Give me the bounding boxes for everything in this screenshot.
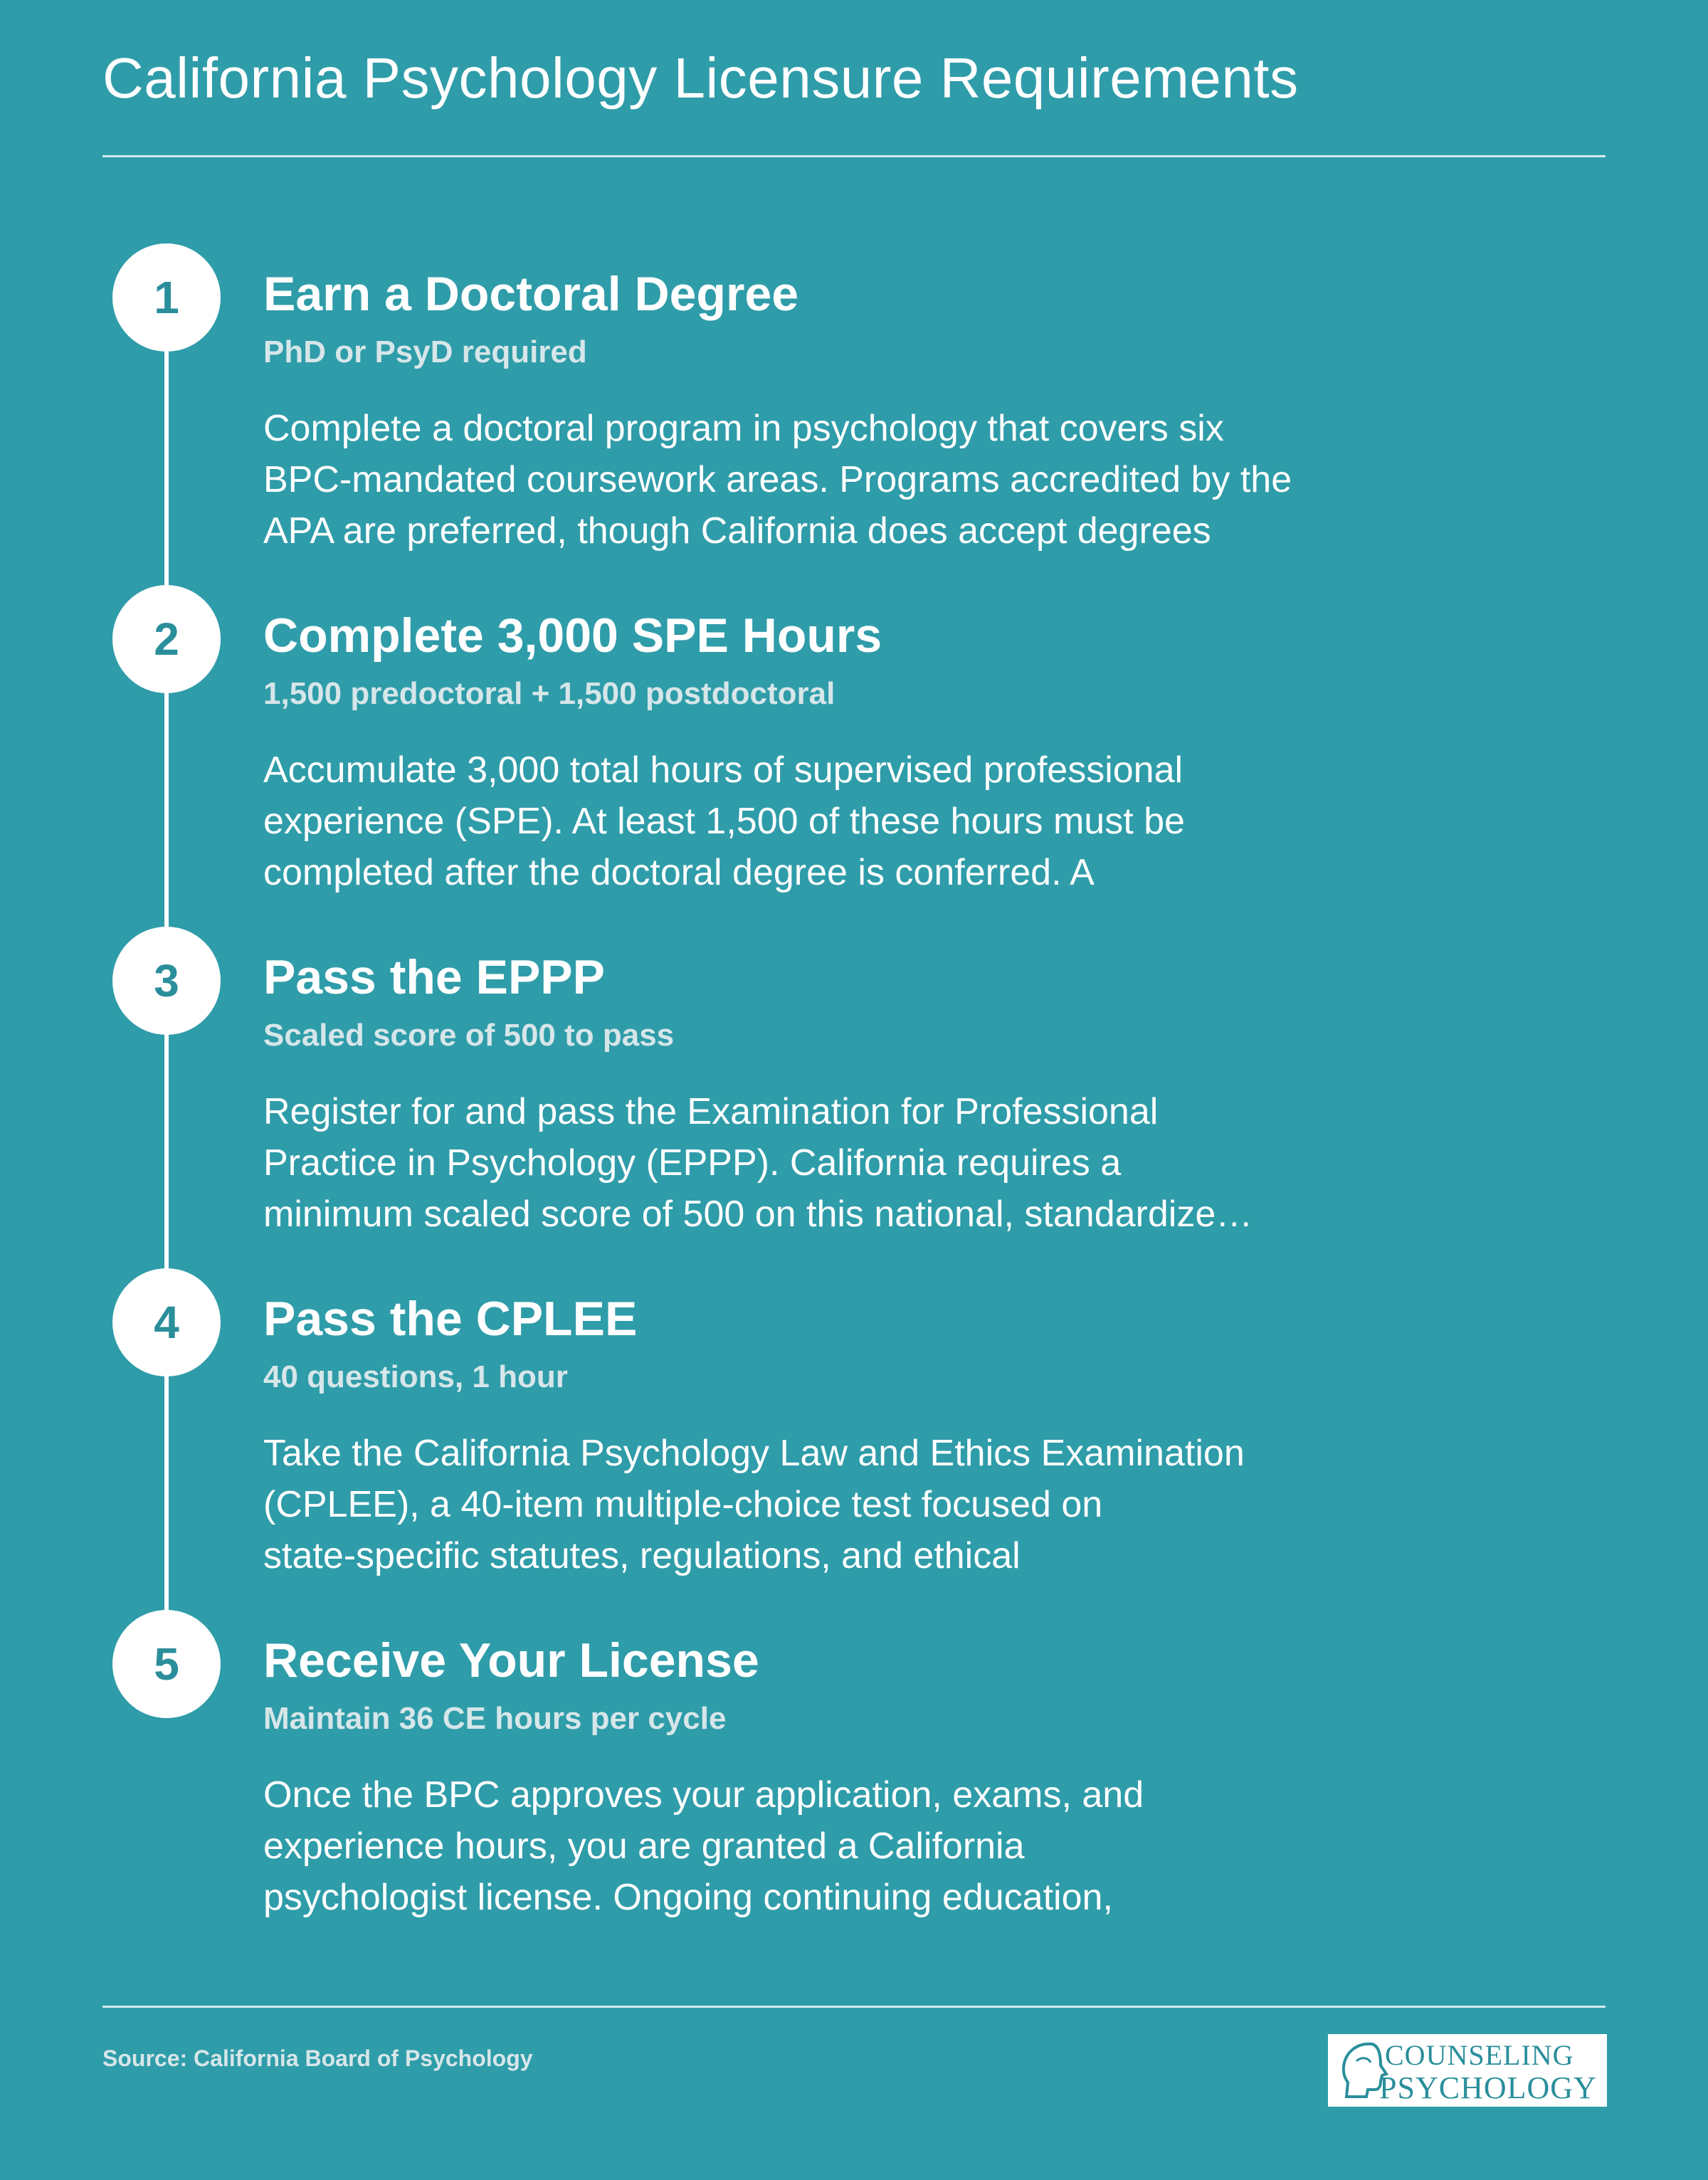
page-title: California Psychology Licensure Requirements (102, 46, 1299, 110)
footer-divider (102, 2006, 1606, 2008)
step-description-line: (CPLEE), a 40-item multiple-choice test focused on (263, 1484, 1103, 1525)
step-description-line: Practice in Psychology (EPPP). California requires a (263, 1142, 1122, 1184)
step-number-badge: 1 (112, 243, 221, 352)
logo-text-line1: COUNSELING (1385, 2039, 1574, 2071)
step-description-line: Complete a doctoral program in psychology that covers six (263, 408, 1224, 449)
header-divider (102, 155, 1606, 157)
step-description-line: BPC-mandated coursework areas. Programs accredited by the (263, 459, 1292, 500)
step-description-line: experience hours, you are granted a California (263, 1826, 1025, 1867)
step-description (263, 1769, 1430, 1923)
step-title: Receive Your License (263, 1633, 759, 1687)
step-title: Earn a Doctoral Degree (263, 267, 799, 321)
step-description (263, 744, 1430, 898)
step-5 (0, 1610, 1708, 1952)
source-note: Source: California Board of Psychology (102, 2045, 533, 2071)
step-1 (0, 243, 1708, 585)
step-subtitle: 40 questions, 1 hour (263, 1359, 568, 1394)
step-number-badge: 5 (112, 1610, 221, 1718)
step-3 (0, 927, 1708, 1268)
step-description-line: completed after the doctoral degree is conferred. A (263, 852, 1095, 893)
step-description-line: psychologist license. Ongoing continuing education, (263, 1877, 1113, 1918)
step-2 (0, 585, 1708, 927)
step-description (263, 403, 1430, 557)
step-description-line: Register for and pass the Examination for Professional (263, 1091, 1159, 1132)
counseling-psychology-logo (1328, 2034, 1607, 2107)
step-description-line: Take the California Psychology Law and Ethics Examination (263, 1433, 1245, 1474)
step-4 (0, 1268, 1708, 1610)
step-description (263, 1428, 1430, 1581)
step-description-line: Accumulate 3,000 total hours of supervised professional (263, 749, 1184, 791)
step-title: Complete 3,000 SPE Hours (263, 609, 882, 663)
step-title: Pass the EPPP (263, 950, 606, 1004)
step-subtitle: 1,500 predoctoral + 1,500 postdoctoral (263, 676, 835, 711)
logo-text-line2: PSYCHOLOGY (1379, 2070, 1597, 2105)
step-description (263, 1086, 1430, 1240)
step-description-line: minimum scaled score of 500 on this national, standardize… (263, 1194, 1253, 1235)
step-subtitle: PhD or PsyD required (263, 335, 587, 369)
step-description-line: state-specific statutes, regulations, and ethical (263, 1535, 1021, 1576)
step-title: Pass the CPLEE (263, 1292, 638, 1346)
step-description-line: experience (SPE). At least 1,500 of these hours must be (263, 801, 1185, 842)
step-subtitle: Scaled score of 500 to pass (263, 1018, 675, 1053)
step-number-badge: 4 (112, 1268, 221, 1376)
step-description-line: APA are preferred, though California does accept degrees (263, 510, 1211, 552)
step-number-badge: 3 (112, 927, 221, 1035)
step-description-line: Once the BPC approves your application, exams, and (263, 1774, 1144, 1816)
step-subtitle: Maintain 36 CE hours per cycle (263, 1701, 727, 1736)
step-number-badge: 2 (112, 585, 221, 693)
